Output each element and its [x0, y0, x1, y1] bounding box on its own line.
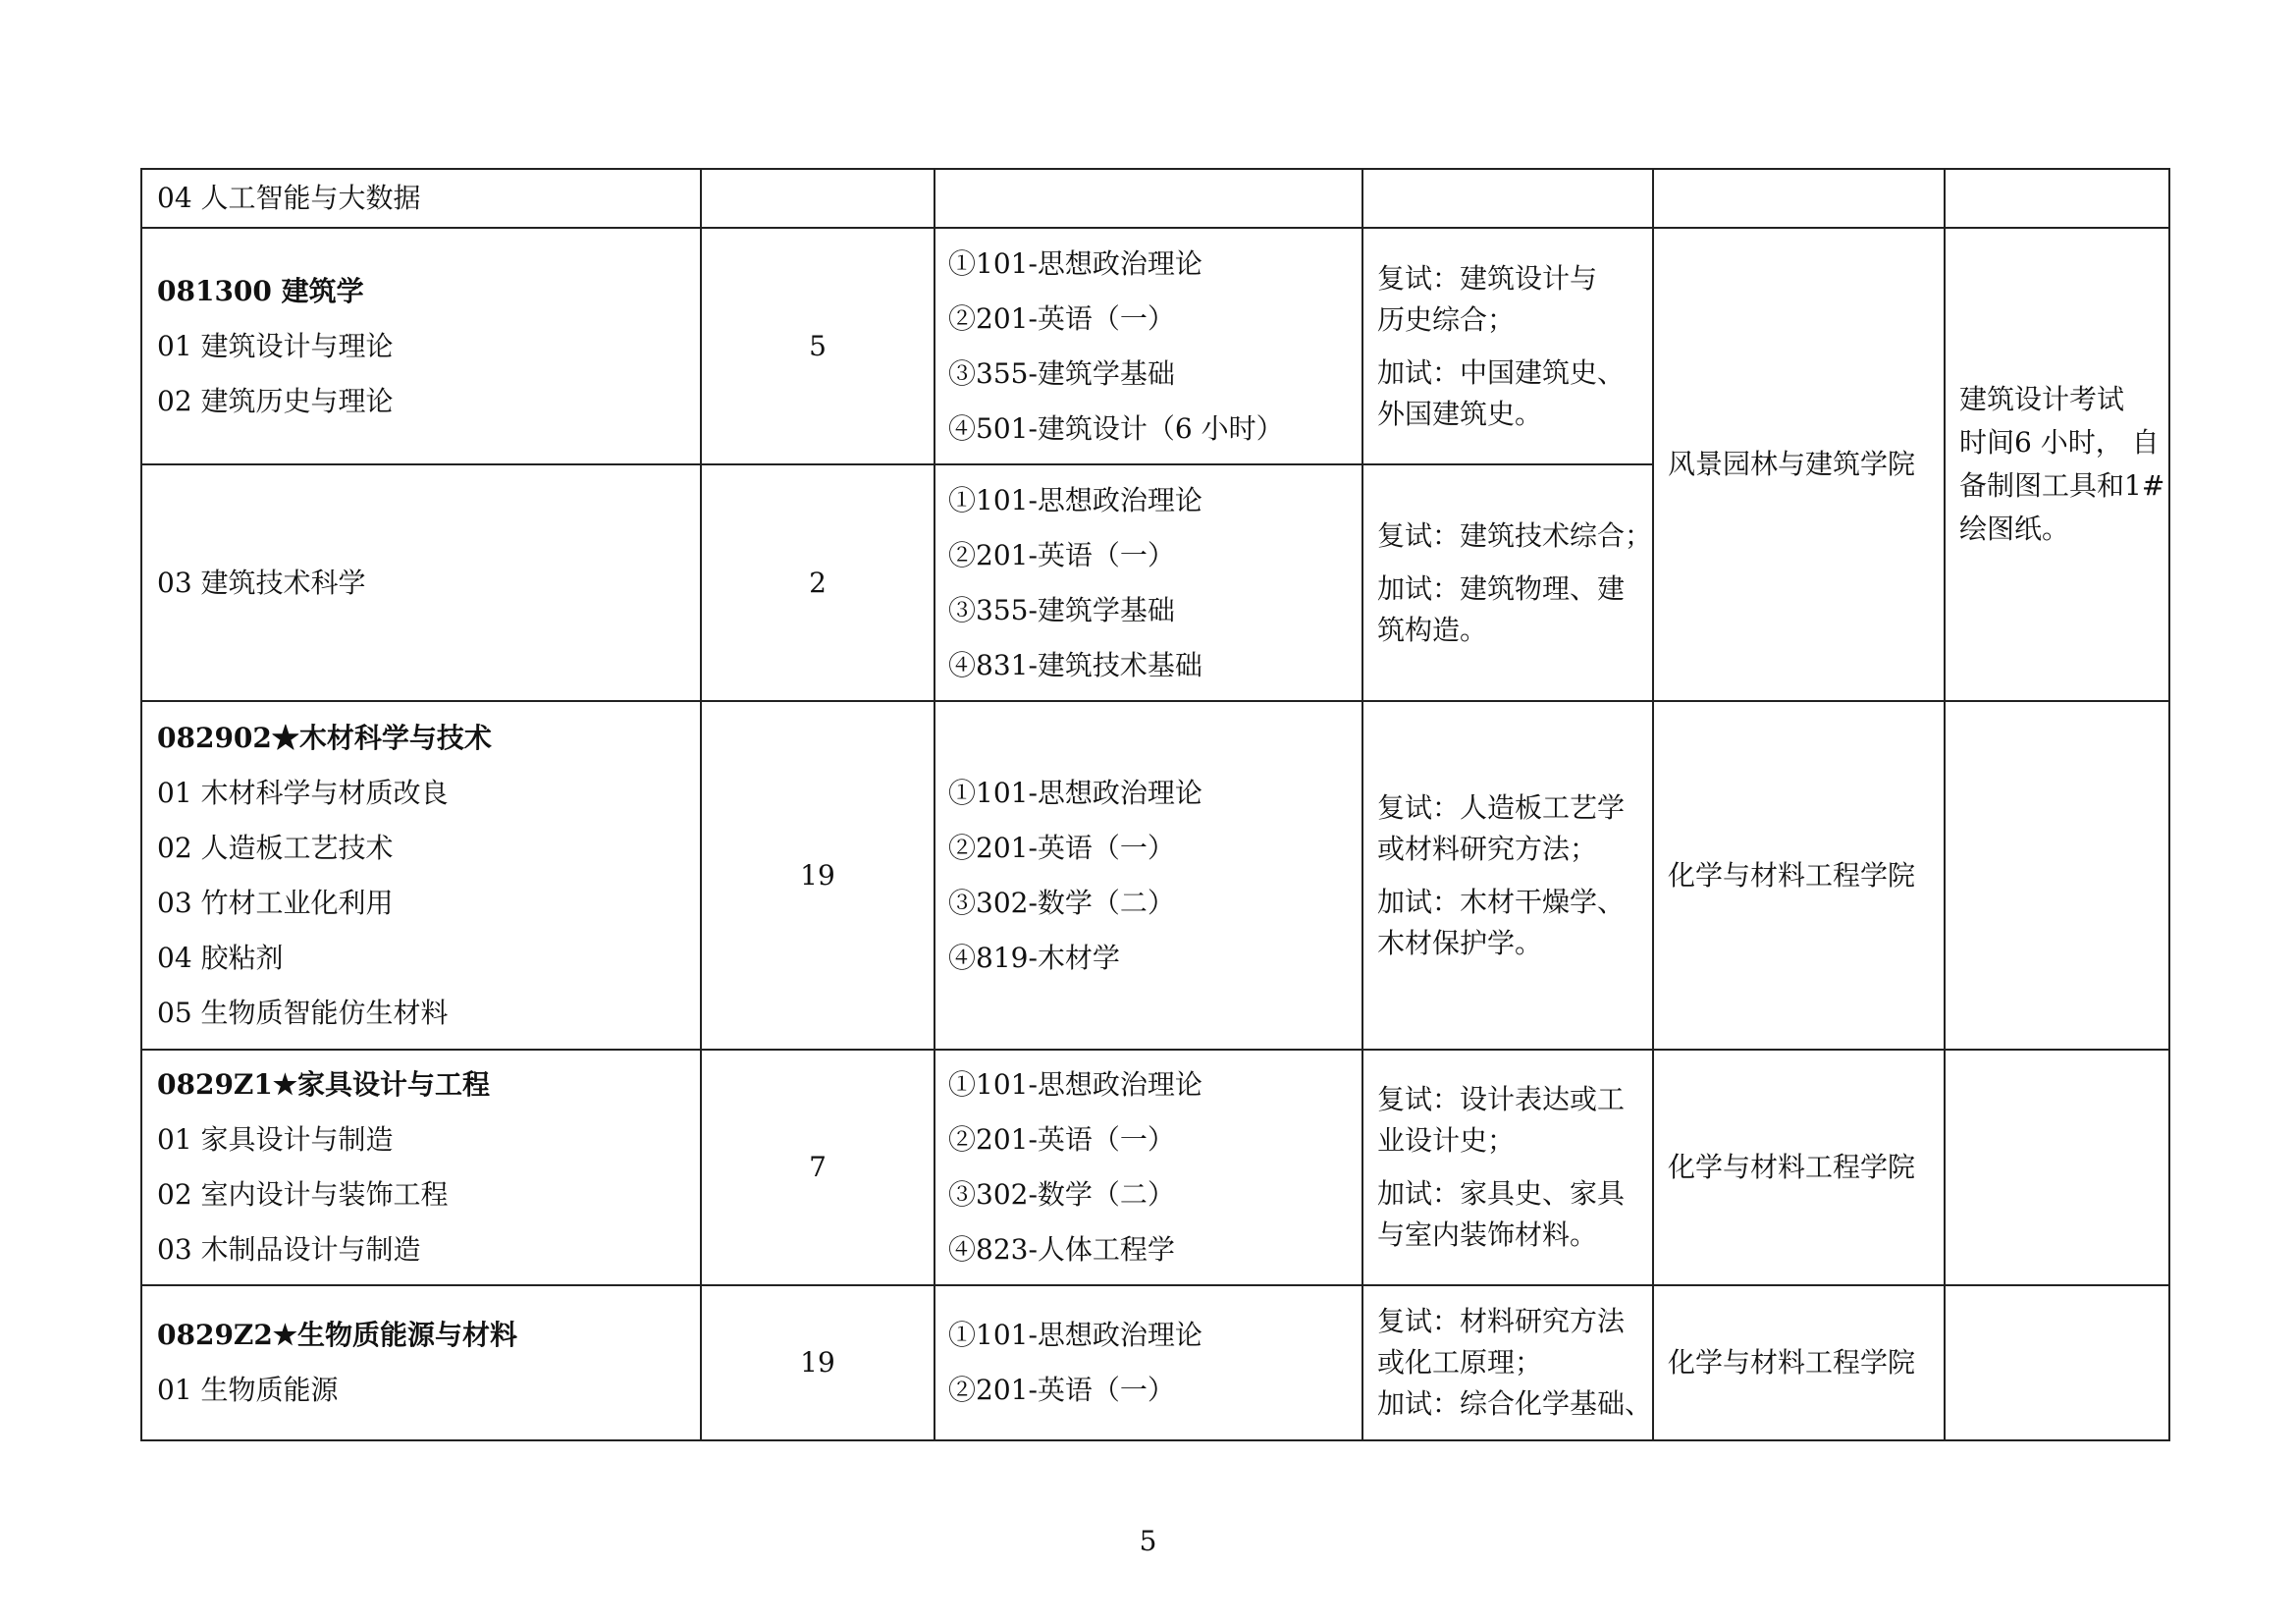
major-line: 04 人工智能与大数据 — [157, 182, 421, 214]
note-line: 业设计史； — [1377, 1124, 1516, 1157]
exam-subject: ①101-思想政治理论 — [948, 483, 1202, 516]
college-cell: 风景园林与建筑学院 — [1653, 228, 1945, 701]
table-row — [141, 1285, 2169, 1440]
exam-cell — [934, 1285, 1362, 1440]
note-cell — [1362, 1285, 1653, 1440]
major-title: 0829Z2★生物质能源与材料 — [157, 1319, 517, 1351]
major-cell — [141, 169, 701, 228]
remark-cell — [1945, 1285, 2169, 1440]
remark-cell — [1945, 1050, 2169, 1285]
note-cell — [1362, 169, 1653, 228]
major-cell — [141, 701, 701, 1050]
college-cell: 化学与材料工程学院 — [1653, 1050, 1945, 1285]
note-line: 外国建筑史。 — [1377, 397, 1543, 430]
table-row — [141, 1050, 2169, 1285]
major-line: 03 木制品设计与制造 — [157, 1233, 421, 1266]
remark-cell — [1945, 169, 2169, 228]
exam-subject: ④823-人体工程学 — [948, 1233, 1175, 1266]
count-cell: 19 — [701, 701, 934, 1050]
exam-subject: ②201-英语（一） — [948, 1374, 1175, 1406]
table-row — [141, 701, 2169, 1050]
exam-cell — [934, 1050, 1362, 1285]
exam-subject: ①101-思想政治理论 — [948, 1319, 1202, 1351]
note-line: 或材料研究方法； — [1377, 832, 1598, 865]
note-line: 复试：设计表达或工 — [1377, 1083, 1626, 1115]
exam-subject: ③355-建筑学基础 — [948, 593, 1175, 626]
major-line: 01 建筑设计与理论 — [157, 329, 394, 362]
major-line: 01 木材科学与材质改良 — [157, 776, 449, 809]
page-number: 5 — [1139, 1525, 1157, 1557]
exam-cell — [934, 169, 1362, 228]
major-cell — [141, 1050, 701, 1285]
major-cell — [141, 464, 701, 701]
count-cell: 2 — [701, 464, 934, 701]
major-line: 05 生物质智能仿生材料 — [157, 996, 449, 1029]
note-cell — [1362, 464, 1653, 701]
major-line: 03 建筑技术科学 — [157, 566, 366, 599]
remark-line: 备制图工具和1# — [1959, 469, 2165, 502]
note-cell — [1362, 228, 1653, 464]
exam-subject: ③302-数学（二） — [948, 1178, 1175, 1211]
major-line: 03 竹材工业化利用 — [157, 886, 394, 919]
college-cell: 化学与材料工程学院 — [1653, 701, 1945, 1050]
remark-cell — [1945, 701, 2169, 1050]
college-cell — [1653, 169, 1945, 228]
note-line: 历史综合； — [1377, 302, 1516, 336]
exam-subject: ②201-英语（一） — [948, 538, 1175, 571]
exam-cell — [934, 228, 1362, 464]
note-line: 复试：人造板工艺学 — [1377, 790, 1626, 824]
remark-line: 建筑设计考试 — [1959, 383, 2125, 415]
count-cell — [701, 169, 934, 228]
remark-line: 绘图纸。 — [1959, 513, 2070, 545]
remark-cell — [1945, 228, 2169, 701]
remark-line: 时间6 小时， 自 — [1959, 426, 2160, 459]
table-row — [141, 228, 2169, 464]
exam-cell — [934, 464, 1362, 701]
note-line: 或化工原理； — [1377, 1346, 1543, 1379]
major-line: 01 生物质能源 — [157, 1374, 339, 1406]
note-cell — [1362, 701, 1653, 1050]
exam-subject: ①101-思想政治理论 — [948, 246, 1202, 280]
major-cell — [141, 228, 701, 464]
exam-subject: ④831-建筑技术基础 — [948, 648, 1202, 681]
college-cell: 化学与材料工程学院 — [1653, 1285, 1945, 1440]
note-line: 加试：建筑物理、建 — [1377, 571, 1626, 605]
major-line: 01 家具设计与制造 — [157, 1123, 394, 1156]
note-line: 加试：家具史、家具 — [1377, 1177, 1626, 1210]
exam-subject: ①101-思想政治理论 — [948, 776, 1202, 809]
major-line: 02 室内设计与装饰工程 — [157, 1178, 449, 1211]
major-line: 02 人造板工艺技术 — [157, 831, 394, 864]
exam-subject: ④501-建筑设计（6 小时） — [948, 411, 1284, 445]
note-line: 复试：建筑技术综合； — [1377, 518, 1653, 552]
exam-subject: ③355-建筑学基础 — [948, 356, 1175, 390]
note-cell — [1362, 1050, 1653, 1285]
note-line: 加试：中国建筑史、 — [1377, 355, 1626, 389]
major-cell — [141, 1285, 701, 1440]
exam-subject: ②201-英语（一） — [948, 301, 1175, 335]
exam-subject: ④819-木材学 — [948, 941, 1120, 974]
major-title: 081300 建筑学 — [157, 274, 364, 307]
exam-subject: ②201-英语（一） — [948, 1123, 1175, 1156]
major-title: 0829Z1★家具设计与工程 — [157, 1068, 490, 1101]
major-line: 02 建筑历史与理论 — [157, 384, 394, 417]
table-row — [141, 169, 2169, 228]
note-line: 筑构造。 — [1377, 613, 1488, 646]
admissions-table — [140, 168, 2170, 1441]
count-cell: 7 — [701, 1050, 934, 1285]
exam-subject: ②201-英语（一） — [948, 831, 1175, 864]
exam-subject: ③302-数学（二） — [948, 886, 1175, 919]
note-line: 复试：材料研究方法 — [1377, 1305, 1626, 1337]
count-cell: 5 — [701, 228, 934, 464]
note-line: 与室内装饰材料。 — [1377, 1218, 1598, 1251]
major-title: 082902★木材科学与技术 — [157, 721, 492, 754]
note-line: 加试：综合化学基础、 — [1377, 1387, 1653, 1420]
major-line: 04 胶粘剂 — [157, 941, 284, 974]
exam-cell — [934, 701, 1362, 1050]
note-line: 复试：建筑设计与 — [1377, 261, 1598, 295]
count-cell: 19 — [701, 1285, 934, 1440]
note-line: 木材保护学。 — [1377, 926, 1543, 959]
exam-subject: ①101-思想政治理论 — [948, 1068, 1202, 1101]
note-line: 加试：木材干燥学、 — [1377, 885, 1626, 918]
